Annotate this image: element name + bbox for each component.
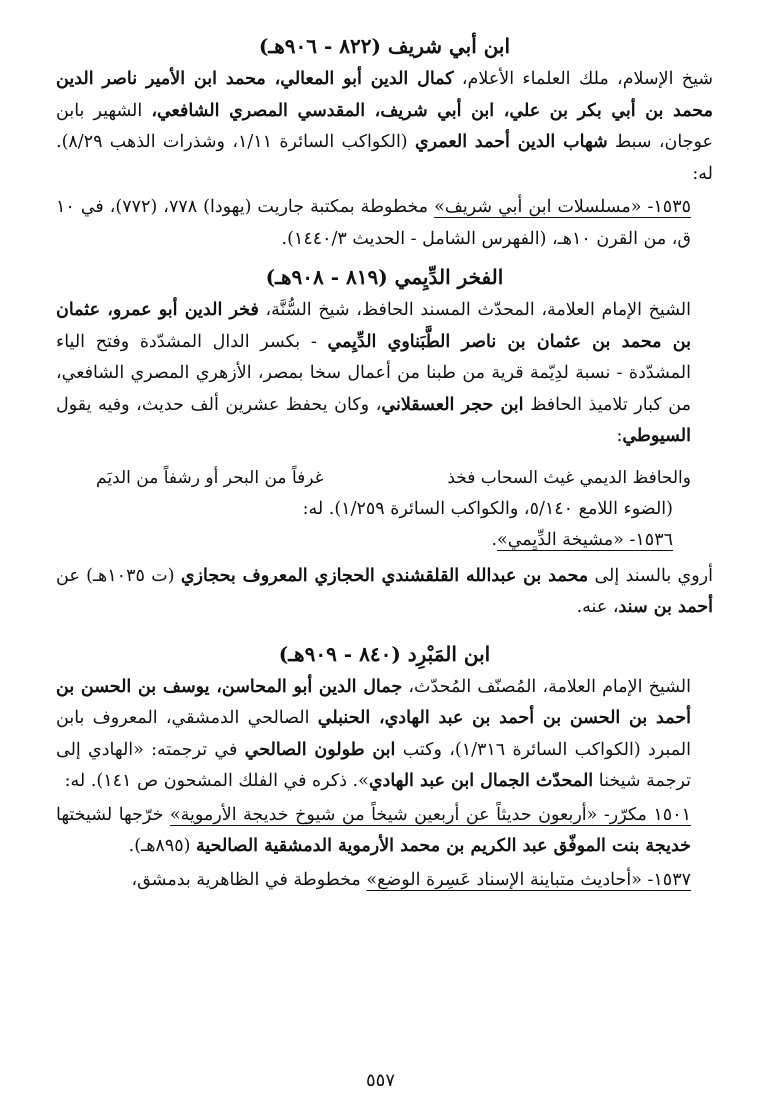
- bio-name: ابن حجر العسقلاني: [381, 394, 524, 415]
- bio-text: الشهير بابن عوجان، سبط: [56, 100, 713, 152]
- chain-name: محمد بن عبدالله القلقشندي الحجازي المعروف بحجازي: [180, 565, 589, 586]
- chain-of-narration: [56, 561, 713, 624]
- poem-reference: (الضوء اللامع ٥/١٤٠، والكواكب السائرة ١/٢٥٩). له:: [302, 498, 673, 519]
- poem-verse: [56, 463, 713, 494]
- biography-ibn-abi-sharif: [56, 64, 713, 190]
- chain-name: أحمد بن سند: [618, 597, 713, 617]
- bio-text: - بكسر الدال المشدّدة وفتح الياء المشدّدة - نسبة لدِيّمة قرية من طبنا من أعمال سخا بمصر، الأزهري المصري الشافعي، من كبار تلاميذ الحافظ: [56, 331, 692, 415]
- entry-1535: [56, 192, 713, 255]
- biography-fakhr-diyimi: [56, 295, 713, 453]
- bio-name: فخر الدين أبو عمرو، عثمان بن محمد بن عثمان بن ناصر الطَّبَناوي الدِّيِمي: [56, 300, 691, 352]
- bio-reference: ». ذكره في الفلك المشحون ص ١٤١). له:: [64, 771, 369, 791]
- chain-text: ، عنه.: [576, 597, 619, 617]
- entry-end: (٨٩٥هـ).: [128, 836, 197, 856]
- entry-end: .: [491, 530, 498, 550]
- entry-title: «أربعون حديثاً عن أربعين شيخاً من شيوخ خديجة الأرموية»: [169, 804, 604, 825]
- entry-details: مخطوطة في الظاهرية بدمشق،: [131, 869, 367, 890]
- bio-text: في ترجمته: «الهادي إلى ترجمة شيخنا: [56, 739, 691, 791]
- bio-name: كمال الدين أبو المعالي، محمد ابن الأمير ناصر الدين محمد بن أبي بكر بن علي، ابن أبي شريف، المقدسي المصري الشافعي،: [56, 69, 713, 121]
- bio-text: ، وكان يحفظ عشرين ألف حديث، وفيه يقول: [56, 394, 382, 415]
- bio-name: شهاب الدين أحمد العمري: [414, 132, 608, 152]
- section-heading-fakhr-diyimi: الفخر الدِّيِمي (٨١٩ - ٩٠٨هـ): [265, 265, 504, 289]
- entry-name: خديجة بنت الموفّق عبد الكريم بن محمد الأرموية الدمشقية الصالحية: [196, 836, 691, 856]
- entry-number: ١٥٣٥-: [647, 197, 691, 217]
- bio-text: :: [616, 426, 623, 446]
- bio-text: الشيخ الإمام العلامة، المحدّث المسند الحافظ، شيخ السُّنَّة،: [258, 300, 691, 320]
- page-number: ٥٥٧: [365, 1070, 395, 1091]
- chain-text: أروي بالسند إلى: [588, 565, 713, 586]
- entry-1501-repeat: [56, 800, 713, 863]
- biography-ibn-al-mubrid: [56, 672, 713, 798]
- verse-second-hemistich: غرفاً من البحر أو رشفاً من الديَم: [96, 467, 324, 488]
- entry-number: ١٥٣٧-: [647, 869, 691, 890]
- bio-reference: (الكواكب السائرة ١/١١، وشذرات الذهب ٨/٢٩). له:: [56, 132, 713, 184]
- entry-title: «مشيخة الدِّيِمي»: [497, 530, 630, 550]
- bio-name: المحدّث الجمال ابن عبد الهادي: [368, 771, 594, 791]
- section-heading-ibn-al-mubrid: ابن المَبْرِد (٨٤٠ - ٩٠٩هـ): [278, 641, 491, 666]
- entry-number: ١٥٣٦-: [629, 530, 673, 550]
- entry-details: مخطوطة بمكتبة جاريت (يهودا) ٧٧٨، (٧٧٢)، في ١٠ ق، من القرن ١٠هـ، (الفهرس الشامل - الحديث ١٤٤٠/٣).: [56, 197, 691, 249]
- entry-text: خرّجها لشيختها: [56, 804, 170, 825]
- bio-name: ابن طولون الصالحي: [244, 739, 396, 760]
- verse-first-hemistich: والحافظ الديمي غيث السحاب فخذ: [447, 467, 691, 488]
- section-heading-ibn-abi-sharif: ابن أبي شريف (٨٢٢ - ٩٠٦هـ): [258, 34, 511, 58]
- bio-text: شيخ الإسلام، ملك العلماء الأعلام،: [453, 69, 714, 89]
- entry-number: ١٥٠١ مكرّر-: [603, 804, 692, 825]
- entry-title: «أحاديث متباينة الإسناد عَسِرة الوضع»: [366, 869, 648, 890]
- bio-text: الشيخ الإمام العلامة، المُصنّف المُحدّث،: [402, 676, 691, 697]
- bio-name: السيوطي: [622, 426, 691, 446]
- entry-1536: [56, 525, 713, 557]
- bio-text: الصالحي الدمشقي، المعروف بابن المبرد (الكواكب السائرة ١/٣١٦)، وكتب: [56, 708, 691, 760]
- chain-text: (ت ١٠٣٥هـ) عن: [56, 565, 181, 586]
- entry-title: «مسلسلات ابن أبي شريف»: [434, 197, 648, 217]
- entry-1537: [56, 865, 713, 897]
- bio-name: جمال الدين أبو المحاسن، يوسف بن الحسن بن أحمد بن الحسن بن أحمد بن عبد الهادي، الحنبلي: [56, 676, 691, 728]
